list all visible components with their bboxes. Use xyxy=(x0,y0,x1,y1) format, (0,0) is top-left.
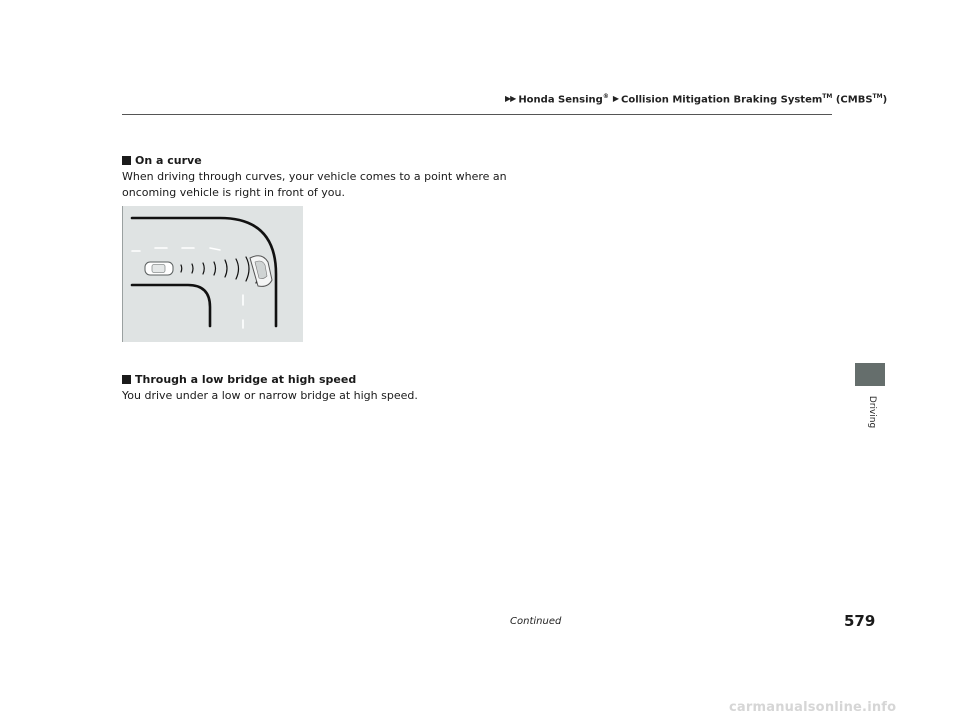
breadcrumb xyxy=(505,93,887,105)
section-body-low-bridge: You drive under a low or narrow bridge at high speed. xyxy=(122,389,418,402)
watermark: carmanualsonline.info xyxy=(729,700,897,715)
breadcrumb-item-cmbs[interactable]: Collision Mitigation Braking System xyxy=(620,94,823,106)
chapter-label: Driving xyxy=(867,395,877,429)
breadcrumb-abbr-open: (CMBS xyxy=(832,94,873,106)
oncoming-vehicle-icon xyxy=(250,256,272,287)
section-title-text: Through a low bridge at high speed xyxy=(135,373,357,386)
trademark-mark: TM xyxy=(822,93,833,100)
chapter-tab[interactable] xyxy=(855,363,885,386)
breadcrumb-abbr-close: ) xyxy=(882,94,888,106)
section-title-low-bridge xyxy=(122,373,356,386)
section-title-on-a-curve xyxy=(122,154,202,167)
section-body-on-a-curve: When driving through curves, your vehicle comes to a point where an oncoming vehicle is right in front of you. xyxy=(122,170,507,199)
double-triangle-right-icon: ▶▶ xyxy=(505,94,516,104)
curve-radar-illustration xyxy=(122,206,303,342)
trademark-mark-abbr: TM xyxy=(872,93,883,100)
breadcrumb-item-honda-sensing[interactable]: Honda Sensing xyxy=(518,94,603,106)
bullet-square-icon xyxy=(122,375,131,384)
page-number: 579 xyxy=(844,612,876,630)
bullet-square-icon xyxy=(122,156,131,165)
own-vehicle-icon xyxy=(145,262,173,275)
section-title-text: On a curve xyxy=(135,154,202,167)
continued-label: Continued xyxy=(510,616,562,627)
triangle-right-icon: ▶ xyxy=(612,94,618,104)
registered-mark: ® xyxy=(602,93,609,100)
header-divider xyxy=(122,114,832,115)
